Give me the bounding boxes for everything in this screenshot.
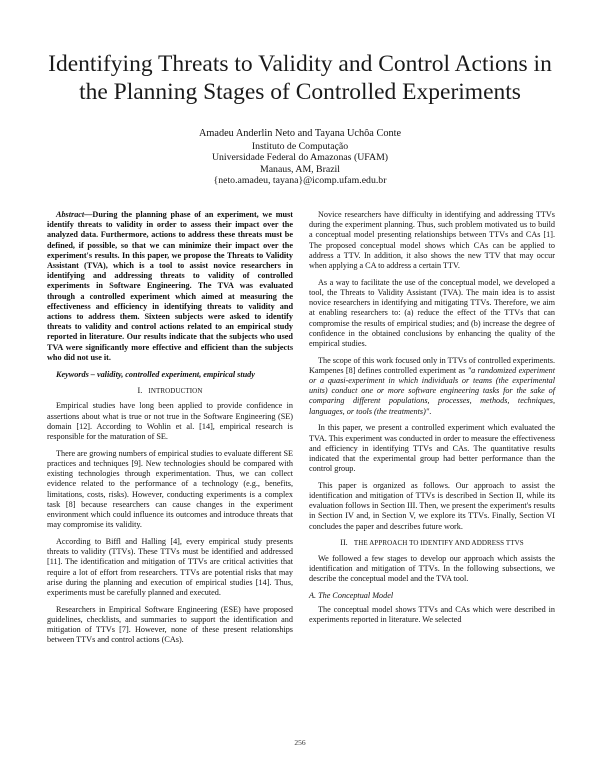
section-name: INTRODUCTION (148, 387, 203, 396)
author-block (0, 128, 600, 187)
paragraph: Novice researchers have difficulty in identifying and addressing TTVs during the experiment planning. Thus, such problem motivated us to build a conceptual model presenting relationships between TTVs and CAs [1]. The proposed conceptual model shows which CAs can be applied to address a TTV. In addition, it also shows the new TTV that may occur when applying a CA to address a certain TTV. (309, 210, 555, 271)
paragraph (309, 356, 555, 417)
page-number: 256 (294, 738, 306, 747)
abstract (47, 210, 293, 363)
section-heading-approach (309, 538, 555, 548)
paragraph: The conceptual model shows TTVs and CAs which were described in experiments reported in literature. We selected (309, 604, 555, 625)
left-column (47, 210, 293, 652)
paragraph-text: . (429, 406, 432, 416)
author-city: Manaus, AM, Brazil (260, 163, 340, 175)
abstract-text: During the planning phase of an experiment, we must identify threats to validity in order to assess their impact over the analyzed data. Furthermore, actions to address these threats must be defined, if possible, so that we can minimize their impact over the experiment's results. In this paper, we propose the Threats to Validity Assistant (TVA), which is a tool to assist novice researchers in identifying and addressing threats to validity of controlled experiments in Software Engineering. The TVA was evaluated through a controlled experiment which aimed at measuring the effectiveness and efficiency in identifying threats to validity and actions to address them. Sixteen subjects were asked to identify threats to validity and control actions related to an empirical study reported in literature. Our results indicate that the subjects who used TVA were significantly more effective and efficient than the subjects who did not use it. (47, 210, 293, 362)
abstract-lead: Abstract— (56, 210, 93, 219)
paper-title (20, 50, 580, 106)
paragraph: Empirical studies have long been applied to provide confidence in assertions about what is true or not true in the Software Engineering (SE) domain [12]. According to Wohlin et al. [14], empirical research is responsible for the maturation of SE. (47, 401, 293, 442)
definition-quote: "a randomized experiment or a quasi-experiment in which individuals or teams (the experimental units) conduct one or more software engineering tasks for the sake of comparing different populations, processes, methods, techniques, languages, or tools (the treatments)" (309, 365, 555, 416)
title-line-2: the Planning Stages of Controlled Experiments (79, 79, 521, 105)
keywords: Keywords – validity, controlled experiment, empirical study (56, 369, 255, 379)
subsection-heading: A. The Conceptual Model (309, 590, 394, 600)
paragraph: As a way to facilitate the use of the conceptual model, we developed a tool, the Threats to Validity Assistant (TVA). The main idea is to assist novice researchers in identifying and mitigating TTVs. Therefore, we aim at enabling researchers to: (a) reduce the effect of the TTVs that can compromise the results of empirical studies; and (b) increase the degree of confidence in the obtained conclusions by enhancing the quality of the empirical studies. (309, 277, 555, 348)
author-email: {neto.amadeu, tayana}@icomp.ufam.edu.br (213, 175, 387, 186)
section-number: I. (137, 386, 143, 396)
section-heading-introduction (47, 386, 293, 396)
paragraph: In this paper, we present a controlled experiment which evaluated the TVA. This experiment was conducted in order to measure the effectiveness and efficiency in identifying TTVs and CAs. The quantitative results indicated that the experimental group had better performance than the control group. (309, 423, 555, 474)
author-institute: Instituto de Computação (251, 140, 349, 152)
paragraph: According to Biffl and Halling [4], every empirical study presents threats to validity (TTVs). These TTVs must be identified and addressed [11]. The identification and mitigation of TTVs are critical activities that require a lot of effort from researchers. TTVs are potential risks that may arise during the planning and execution of empirical studies [14]. Thus, experiments must be carefully planned and executed. (47, 536, 293, 597)
author-names: Amadeu Anderlin Neto and Tayana Uchôa Conte (198, 128, 402, 139)
paragraph: There are growing numbers of empirical studies to evaluate different SE practices and techniques [9]. New technologies should be compared with existing technologies through experimentation. Thus, we can collect evidence related to the performance of a technology (e.g., benefits, limitations, costs, risks). However, conducting experiments is a complex task [8] because researchers can cause changes in the experiment environment which could influence its outcomes and introduce threats that may compromise its validity. (47, 448, 293, 530)
paragraph: Researchers in Empirical Software Engineering (ESE) have proposed guidelines, checklists, and summaries to support the identification and mitigation of TTVs [7]. However, none of these present relationships between TTVs and control actions (CAs). (47, 604, 293, 645)
paragraph: This paper is organized as follows. Our approach to assist the identification and mitigation of TTVs is described in Section II, while its evaluation follows in Section III. Then, we present the experiment's results in Section IV and, in Section V, we explore its TTVs. Finally, Section VI concludes the paper and describes future work. (309, 480, 555, 531)
section-name: THE APPROACH TO IDENTIFY AND ADDRESS TTVS (353, 539, 524, 548)
paragraph: We followed a few stages to develop our approach which assists the identification and mitigation of TTVs. In the following subsections, we describe the conceptual model and the TVA tool. (309, 553, 555, 583)
paragraph-text: The scope of this work focused only in TTVs of controlled experiments. Kampenes [8] defines controlled experiment as (309, 355, 555, 375)
title-line-1: Identifying Threats to Validity and Control Actions in (48, 51, 552, 77)
author-university: Universidade Federal do Amazonas (UFAM) (211, 152, 389, 163)
right-column (309, 210, 555, 632)
section-number: II. (340, 538, 348, 548)
